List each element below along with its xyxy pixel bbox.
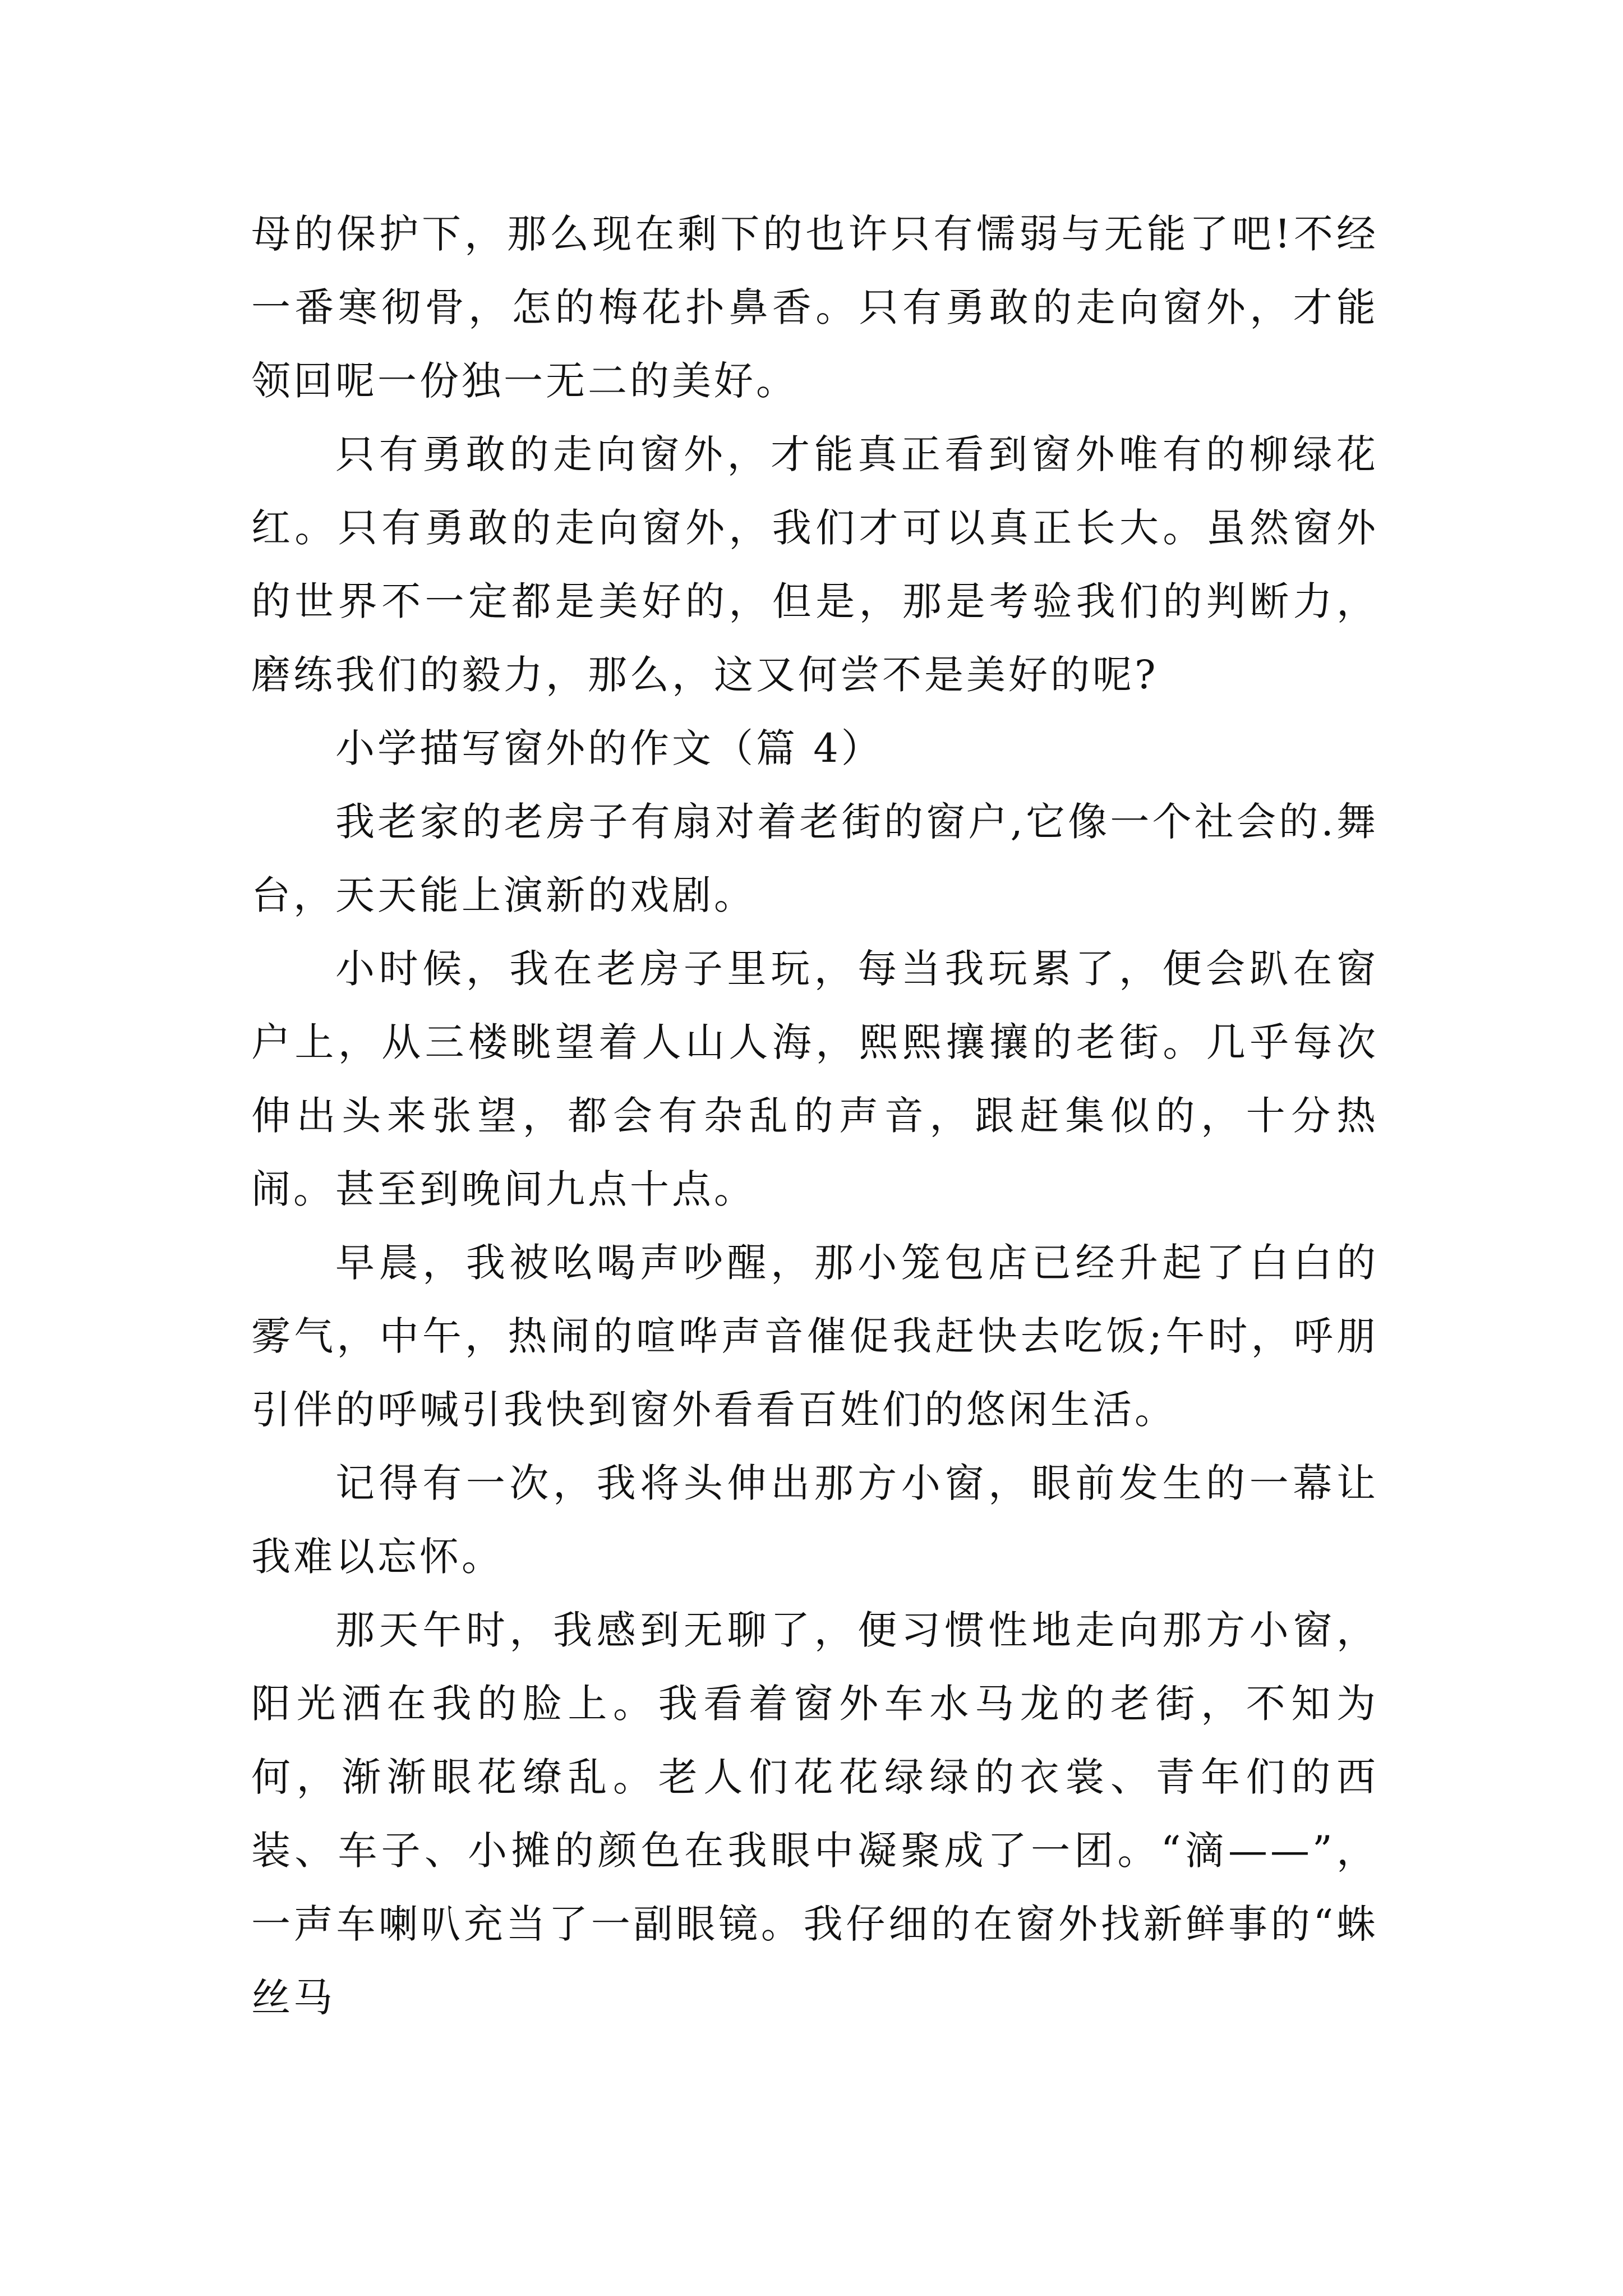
paragraph-6: 记得有一次，我将头伸出那方小窗，眼前发生的一幕让我难以忘怀。 [251, 1460, 1378, 1580]
document-body [251, 197, 1378, 2035]
paragraph-2: 只有勇敢的走向窗外，才能真正看到窗外唯有的柳绿花红。只有勇敢的走向窗外，我们才可以真正长大。虽然窗外的世界不一定都是美好的，但是，那是考验我们的判断力，磨练我们的毅力，那么，这又何尝不是美好的呢? [251, 431, 1378, 698]
paragraph-1: 母的保护下，那么现在剩下的也许只有懦弱与无能了吧!不经一番寒彻骨，怎的梅花扑鼻香。只有勇敢的走向窗外，才能领回呢一份独一无二的美好。 [251, 211, 1378, 404]
paragraph-4: 小时候，我在老房子里玩，每当我玩累了，便会趴在窗户上，从三楼眺望着人山人海，熙熙攘攘的老街。几乎每次伸出头来张望，都会有杂乱的声音，跟赶集似的，十分热闹。甚至到晚间九点十点。 [251, 946, 1378, 1212]
section-heading: 小学描写窗外的作文（篇 4） [335, 725, 883, 771]
paragraph-7: 那天午时，我感到无聊了，便习惯性地走向那方小窗，阳光洒在我的脸上。我看着窗外车水马龙的老街，不知为何，渐渐眼花缭乱。老人们花花绿绿的衣裳、青年们的西装、车子、小摊的颜色在我眼中凝聚成了一团。“滴——”，一声车喇叭充当了一副眼镜。我仔细的在窗外找新鲜事的“蛛丝马 [251, 1607, 1378, 2021]
paragraph-5: 早晨，我被吆喝声吵醒，那小笼包店已经升起了白白的雾气，中午，热闹的喧哗声音催促我赶快去吃饭;午时，呼朋引伴的呼喊引我快到窗外看看百姓们的悠闲生活。 [251, 1240, 1378, 1433]
paragraph-3: 我老家的老房子有扇对着老街的窗户,它像一个社会的.舞台，天天能上演新的戏剧。 [251, 799, 1378, 918]
